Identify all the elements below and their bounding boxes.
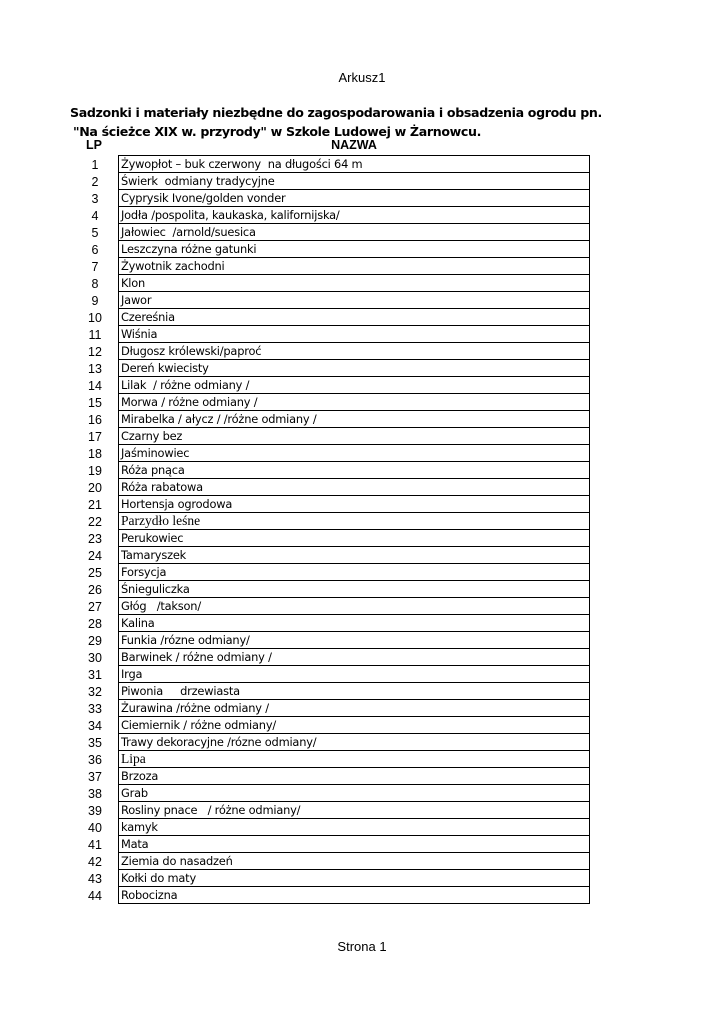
row-number: 36 bbox=[88, 753, 102, 767]
table-row bbox=[88, 632, 590, 649]
row-number: 13 bbox=[88, 362, 102, 376]
row-number: 34 bbox=[88, 719, 102, 733]
table-row bbox=[88, 530, 590, 547]
row-number: 12 bbox=[88, 345, 102, 359]
row-number: 25 bbox=[88, 566, 102, 580]
table-row bbox=[91, 275, 590, 292]
row-number: 2 bbox=[91, 175, 99, 189]
table-row bbox=[91, 241, 590, 258]
table-row bbox=[88, 496, 590, 513]
row-number: 14 bbox=[88, 379, 102, 393]
sheet-name: Arkusz1 bbox=[338, 70, 386, 85]
row-number: 40 bbox=[88, 821, 102, 835]
row-name: Ciemiernik / różne odmiany/ bbox=[121, 718, 277, 732]
row-number: 18 bbox=[88, 447, 102, 461]
row-name: Jodła /pospolita, kaukaska, kalifornijska/ bbox=[121, 208, 340, 222]
table-row bbox=[91, 224, 590, 241]
row-name: Lipa bbox=[121, 751, 146, 766]
row-name: Długosz królewski/paproć bbox=[121, 344, 262, 358]
page-footer: Strona 1 bbox=[337, 939, 387, 954]
row-number: 44 bbox=[88, 889, 102, 903]
row-name: Wiśnia bbox=[121, 327, 158, 341]
table-row bbox=[88, 326, 590, 343]
row-name: Jaśminowiec bbox=[121, 446, 190, 460]
row-number: 19 bbox=[88, 464, 102, 478]
row-number: 3 bbox=[91, 192, 99, 206]
row-number: 7 bbox=[91, 260, 99, 274]
row-number: 28 bbox=[88, 617, 102, 631]
table-row bbox=[91, 292, 590, 309]
table-row bbox=[88, 479, 590, 496]
row-name: Jawor bbox=[121, 293, 152, 307]
row-number: 11 bbox=[88, 328, 102, 342]
row-name: Żurawina /różne odmiany / bbox=[121, 701, 269, 715]
table-row bbox=[88, 819, 590, 836]
row-name: Piwonia drzewiasta bbox=[121, 684, 240, 698]
row-name: Perukowiec bbox=[121, 531, 184, 545]
row-name: Żywopłot – buk czerwony na długości 64 m bbox=[121, 157, 363, 171]
table-row bbox=[88, 462, 590, 479]
table-row bbox=[88, 615, 590, 632]
row-number: 15 bbox=[88, 396, 102, 410]
table-row bbox=[88, 581, 590, 598]
row-number: 39 bbox=[88, 804, 102, 818]
row-number: 27 bbox=[88, 600, 102, 614]
row-number: 20 bbox=[88, 481, 102, 495]
row-name: Czereśnia bbox=[121, 310, 175, 324]
row-name: Kalina bbox=[121, 616, 155, 630]
row-number: 8 bbox=[91, 277, 99, 291]
document-title bbox=[70, 103, 602, 141]
table-row bbox=[88, 700, 590, 717]
table-row bbox=[88, 870, 590, 887]
row-number: 9 bbox=[91, 294, 99, 308]
row-name: Morwa / różne odmiany / bbox=[121, 395, 258, 409]
items-table bbox=[88, 155, 590, 904]
table-row bbox=[91, 156, 590, 173]
row-number: 4 bbox=[91, 209, 99, 223]
row-name: Świerk odmiany tradycyjne bbox=[121, 174, 275, 188]
table-row bbox=[88, 547, 590, 564]
table-row bbox=[91, 190, 590, 207]
row-number: 24 bbox=[88, 549, 102, 563]
table-row bbox=[91, 173, 590, 190]
table-row bbox=[88, 428, 590, 445]
row-name: Brzoza bbox=[121, 769, 159, 783]
row-name: Grab bbox=[121, 786, 148, 800]
row-name: Klon bbox=[121, 276, 146, 290]
table-row bbox=[88, 564, 590, 581]
table-row bbox=[88, 377, 590, 394]
row-number: 6 bbox=[91, 243, 99, 257]
row-name: Barwinek / różne odmiany / bbox=[121, 650, 272, 664]
table-row bbox=[88, 411, 590, 428]
row-name: Trawy dekoracyjne /rózne odmiany/ bbox=[121, 735, 317, 749]
row-number: 35 bbox=[88, 736, 102, 750]
row-name: Rosliny pnace / różne odmiany/ bbox=[121, 803, 301, 817]
row-name: Cyprysik Ivone/golden vonder bbox=[121, 191, 286, 205]
row-number: 17 bbox=[88, 430, 102, 444]
table-row bbox=[88, 768, 590, 785]
row-number: 30 bbox=[88, 651, 102, 665]
row-name: Kołki do maty bbox=[121, 871, 196, 885]
table-row bbox=[88, 445, 590, 462]
row-name: Parzydło leśne bbox=[121, 513, 201, 528]
document-title-line-1: Sadzonki i materiały niezbędne do zagospodarowania i obsadzenia ogrodu pn. bbox=[70, 105, 602, 120]
row-name: Tamaryszek bbox=[121, 548, 187, 562]
table-row bbox=[88, 734, 590, 751]
row-number: 21 bbox=[88, 498, 102, 512]
row-number: 10 bbox=[88, 311, 102, 325]
document-title-line-2: "Na ścieżce XIX w. przyrody" w Szkole Ludowej w Żarnowcu. bbox=[73, 124, 482, 139]
column-header-name: NAZWA bbox=[331, 138, 377, 152]
table-row bbox=[88, 309, 590, 326]
table-row bbox=[88, 360, 590, 377]
column-header-lp: LP bbox=[86, 138, 102, 152]
row-number: 26 bbox=[88, 583, 102, 597]
table-row bbox=[88, 343, 590, 360]
row-name: Jałowiec /arnold/suesica bbox=[121, 225, 256, 239]
row-name: Mirabelka / ałycz / /różne odmiany / bbox=[121, 412, 317, 426]
row-number: 5 bbox=[91, 226, 99, 240]
table-row bbox=[91, 258, 590, 275]
row-number: 32 bbox=[88, 685, 102, 699]
row-name: Ziemia do nasadzeń bbox=[121, 854, 233, 868]
row-name: Funkia /rózne odmiany/ bbox=[121, 633, 250, 647]
row-name: Róża pnąca bbox=[121, 463, 185, 477]
row-number: 16 bbox=[88, 413, 102, 427]
row-number: 43 bbox=[88, 872, 102, 886]
row-number: 42 bbox=[88, 855, 102, 869]
row-name: kamyk bbox=[121, 820, 158, 834]
row-name: Robocizna bbox=[121, 888, 178, 902]
table-row bbox=[88, 751, 590, 768]
table-row bbox=[88, 649, 590, 666]
row-name: Lilak / różne odmiany / bbox=[121, 378, 250, 392]
row-name: Głóg /takson/ bbox=[121, 599, 201, 613]
row-name: Irga bbox=[121, 667, 143, 681]
table-row bbox=[88, 802, 590, 819]
row-name: Róża rabatowa bbox=[121, 480, 203, 494]
table-row bbox=[88, 887, 590, 904]
table-row bbox=[88, 717, 590, 734]
row-name: Hortensja ogrodowa bbox=[121, 497, 233, 511]
row-number: 29 bbox=[88, 634, 102, 648]
row-name: Żywotnik zachodni bbox=[121, 259, 225, 273]
row-number: 41 bbox=[88, 838, 102, 852]
row-name: Dereń kwiecisty bbox=[121, 361, 209, 375]
row-number: 22 bbox=[88, 515, 102, 529]
table-row bbox=[88, 853, 590, 870]
row-name: Leszczyna różne gatunki bbox=[121, 242, 257, 256]
row-name: Czarny bez bbox=[121, 429, 183, 443]
table-row bbox=[88, 598, 590, 615]
row-number: 31 bbox=[88, 668, 102, 682]
row-name: Forsycja bbox=[121, 565, 167, 579]
row-number: 23 bbox=[88, 532, 102, 546]
row-name: Mata bbox=[121, 837, 149, 851]
row-name: Śnieguliczka bbox=[121, 582, 190, 596]
table-row bbox=[88, 683, 590, 700]
row-number: 33 bbox=[88, 702, 102, 716]
row-number: 37 bbox=[88, 770, 102, 784]
table-row bbox=[88, 836, 590, 853]
table-row bbox=[88, 513, 590, 530]
table-row bbox=[88, 666, 590, 683]
row-number: 38 bbox=[88, 787, 102, 801]
table-row bbox=[88, 394, 590, 411]
table-row bbox=[88, 785, 590, 802]
table-row bbox=[91, 207, 590, 224]
row-number: 1 bbox=[91, 158, 99, 172]
